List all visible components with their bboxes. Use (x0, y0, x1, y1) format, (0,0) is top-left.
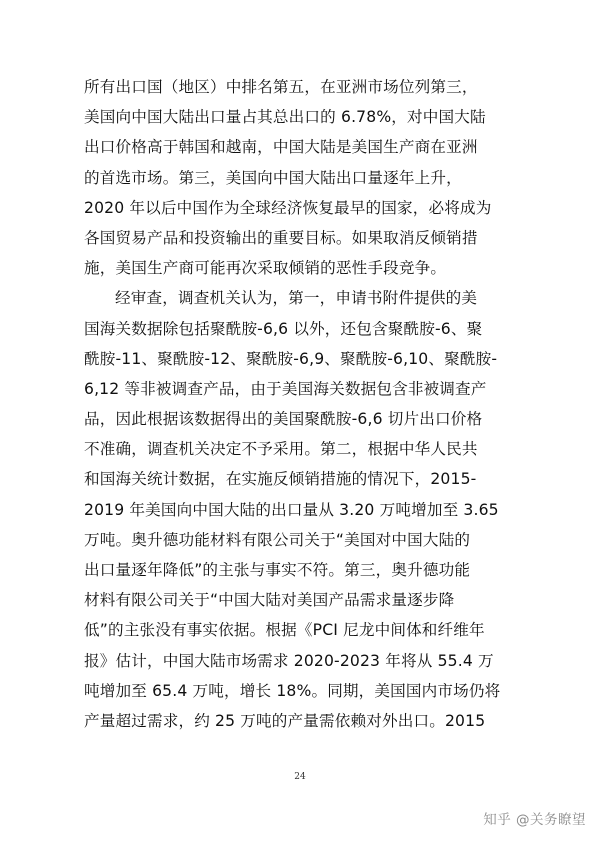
text-line: 不准确，调查机关决定不予采用。第二，根据中华人民共 (84, 440, 478, 459)
page-number: 24 (294, 772, 306, 782)
watermark: 知乎 @关务瞭望 (483, 812, 586, 828)
text-line: 报》估计，中国大陆市场需求 2020-2023 年将从 55.4 万 (84, 651, 494, 670)
text-line: 2019 年美国向中国大陆的出口量从 3.20 万吨增加至 3.65 (84, 500, 499, 519)
text-line: 2020 年以后中国作为全球经济恢复最早的国家，必将成为 (84, 198, 492, 217)
text-line: 产量超过需求，约 25 万吨的产量需依赖对外出口。2015 (84, 711, 486, 730)
text-line: 出口价格高于韩国和越南，中国大陆是美国生产商在亚洲 (84, 138, 478, 157)
paragraph-start-line: 经审查，调查机关认为，第一，申请书附件提供的美 (115, 289, 478, 308)
text-line: 材料有限公司关于“中国大陆对美国产品需求量逐步降 (84, 591, 455, 610)
text-line: 施，美国生产商可能再次采取倾销的恶性手段竞争。 (84, 259, 447, 278)
text-line: 国海关数据除包括聚酰胺-6,6 以外，还包含聚酰胺-6、聚 (84, 319, 483, 338)
document-body (84, 72, 514, 736)
text-line: 和国海关统计数据，在实施反倾销措施的情况下，2015- (84, 470, 477, 489)
text-line: 各国贸易产品和投资输出的重要目标。如果取消反倾销措 (84, 228, 478, 247)
text-line: 低”的主张没有事实依据。根据《PCI 尼龙中间体和纤维年 (84, 621, 485, 640)
text-line: 吨增加至 65.4 万吨，增长 18%。同期，美国国内市场仍将 (84, 681, 501, 700)
text-line: 万吨。奥升德功能材料有限公司关于“美国对中国大陆的 (84, 530, 471, 549)
text-line: 出口量逐年降低”的主张与事实不符。第三，奥升德功能 (84, 561, 471, 579)
text-line: 美国向中国大陆出口量占其总出口的 6.78%，对中国大陆 (84, 108, 486, 127)
text-line: 6,12 等非被调查产品，由于美国海关数据包含非被调查产 (84, 379, 487, 398)
text-line: 品，因此根据该数据得出的美国聚酰胺-6,6 切片出口价格 (84, 410, 483, 429)
text-line: 的首选市场。第三，美国向中国大陆出口量逐年上升， (84, 168, 462, 187)
text-line: 酰胺-11、聚酰胺-12、聚酰胺-6,9、聚酰胺-6,10、聚酰胺- (84, 349, 498, 368)
text-line: 所有出口国（地区）中排名第五，在亚洲市场位列第三， (84, 78, 478, 96)
